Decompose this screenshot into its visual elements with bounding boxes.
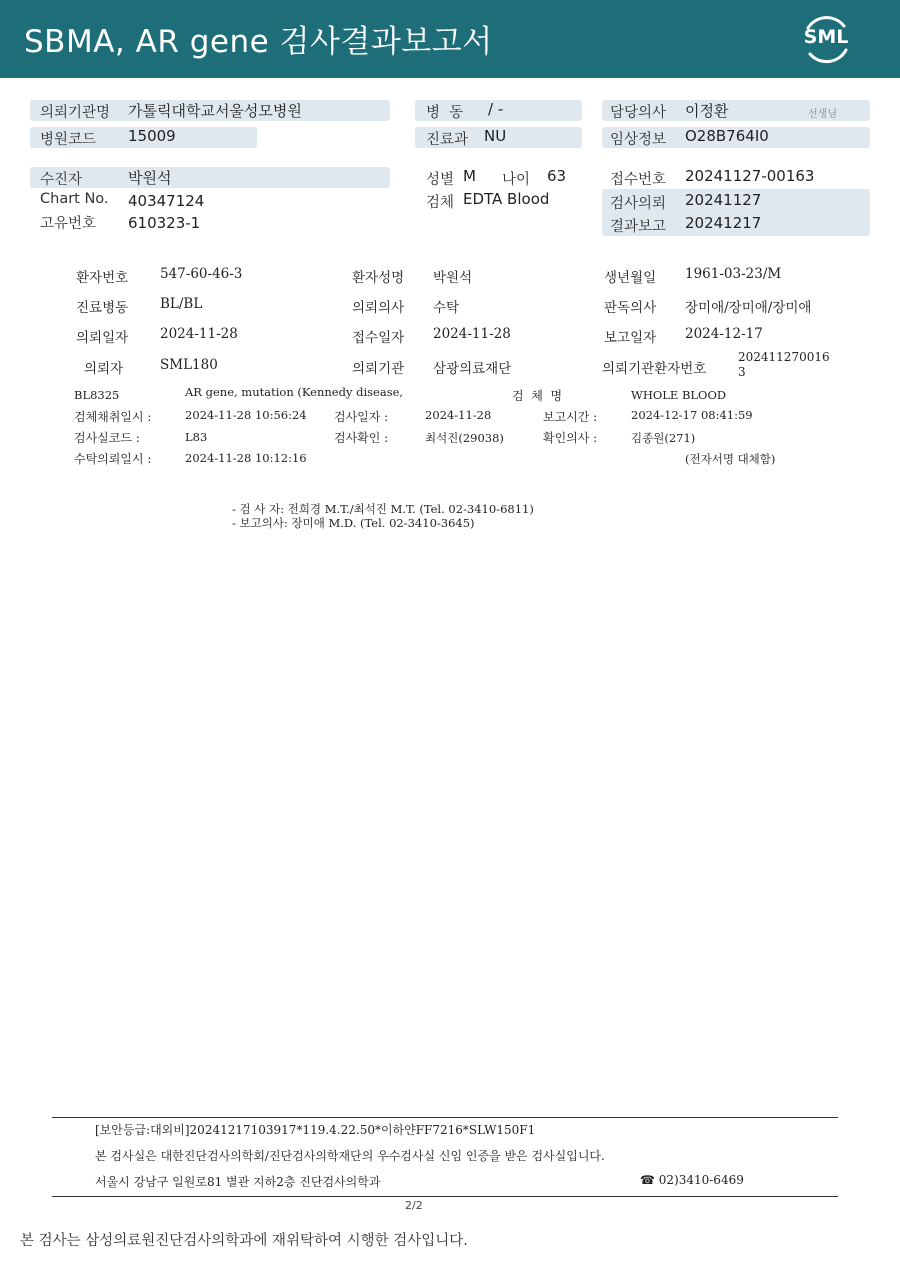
- req-date-label: 의뢰일자: [76, 330, 129, 346]
- page-number: 2/2: [405, 1199, 423, 1212]
- req-institution-value: 삼광의료재단: [433, 361, 512, 377]
- result-report-value: 20241217: [685, 214, 762, 232]
- logo-text: SML: [803, 26, 849, 48]
- test-confirm-label: 검사확인 :: [334, 431, 389, 445]
- chart-value: 40347124: [128, 192, 205, 210]
- patient-name-label: 환자성명: [352, 270, 405, 286]
- reading-doctor-label: 판독의사: [604, 300, 657, 316]
- department-value: NU: [484, 127, 507, 145]
- footer-top-rule: [52, 1117, 838, 1118]
- hospital-code-value: 15009: [128, 127, 176, 145]
- bottom-note: 본 검사는 삼성의료원진단검사의학과에 재위탁하여 시행한 검사입니다.: [20, 1233, 468, 1249]
- patient-value: 박원석: [128, 169, 172, 187]
- report-time-label: 보고시간 :: [543, 410, 598, 424]
- confirm-doctor-label: 확인의사 :: [543, 431, 598, 445]
- req-inst-patient-no-line1: 202411270016: [738, 350, 830, 364]
- receipt-date-label: 접수일자: [352, 330, 405, 346]
- specimen-label: 검체: [426, 195, 455, 211]
- patient-label: 수진자: [40, 172, 83, 188]
- test-date-value: 2024-11-28: [425, 408, 492, 422]
- req-date-value: 2024-11-28: [160, 326, 238, 342]
- chart-label: Chart No.: [40, 191, 109, 207]
- institution-value: 가톨릭대학교서울성모병원: [128, 102, 302, 120]
- report-header: [0, 0, 900, 78]
- result-report-label: 결과보고: [610, 219, 667, 235]
- test-request-value: 20241127: [685, 191, 762, 209]
- department-label: 진료과: [426, 132, 469, 148]
- report-time-value: 2024-12-17 08:41:59: [631, 408, 753, 422]
- address-line: 서울시 강남구 일원로81 별관 지하2층 진단검사의학과: [95, 1175, 381, 1189]
- clinical-value: O28B764I0: [685, 127, 769, 145]
- req-institution-label: 의뢰기관: [352, 361, 405, 377]
- lab-code-value: L83: [185, 430, 208, 444]
- requester-label: 의뢰자: [84, 361, 124, 377]
- unique-no-label: 고유번호: [40, 216, 97, 232]
- e-signature-note: (전자서명 대체함): [685, 452, 776, 466]
- req-doctor-value: 수탁: [433, 300, 460, 316]
- specimen-name-value: WHOLE BLOOD: [631, 388, 727, 402]
- consign-time-value: 2024-11-28 10:12:16: [185, 451, 307, 465]
- detail-ward-value: BL/BL: [160, 296, 203, 312]
- test-confirm-value: 최석진(29038): [425, 431, 504, 445]
- tester-line: - 검 사 자: 전희경 M.T./최석진 M.T. (Tel. 02-3410-6811): [232, 502, 534, 516]
- specimen-value: EDTA Blood: [463, 190, 550, 208]
- report-title: SBMA, AR gene 검사결과보고서: [24, 24, 493, 60]
- doctor-suffix: 선생님: [808, 109, 837, 120]
- ward-value: / -: [488, 100, 504, 118]
- phone-line: ☎ 02)3410-6469: [640, 1173, 744, 1187]
- ward-label: 병 동: [426, 105, 464, 121]
- receipt-no-label: 접수번호: [610, 172, 667, 188]
- patient-row-bg: [30, 167, 390, 188]
- lab-code-label: 검사실코드 :: [74, 431, 140, 445]
- receipt-date-value: 2024-11-28: [433, 326, 511, 342]
- test-date-label: 검사일자 :: [334, 410, 389, 424]
- age-value: 63: [547, 167, 567, 185]
- collect-time-value: 2024-11-28 10:56:24: [185, 408, 307, 422]
- reporter-line: - 보고의사: 장미애 M.D. (Tel. 02-3410-3645): [232, 516, 475, 530]
- requester-value: SML180: [160, 357, 218, 373]
- footer-bottom-rule: [52, 1196, 838, 1197]
- collect-time-label: 검체채취일시 :: [74, 410, 152, 424]
- birth-value: 1961-03-23/M: [685, 266, 782, 282]
- doctor-label: 담당의사: [610, 105, 667, 121]
- report-date-label: 보고일자: [604, 330, 657, 346]
- test-name: AR gene, mutation (Kennedy disease,: [185, 385, 404, 399]
- patient-no-label: 환자번호: [76, 270, 129, 286]
- unique-no-value: 610323-1: [128, 214, 201, 232]
- patient-name-value: 박원석: [433, 270, 473, 286]
- req-doctor-label: 의뢰의사: [352, 300, 405, 316]
- reading-doctor-value: 장미애/장미애/장미애: [685, 300, 812, 316]
- institution-label: 의뢰기관명: [40, 105, 111, 121]
- certification-line: 본 검사실은 대한진단검사의학회/진단검사의학재단의 우수검사실 신임 인증을 받은 검사실입니다.: [95, 1149, 605, 1163]
- birth-label: 생년월일: [604, 270, 657, 286]
- test-request-label: 검사의뢰: [610, 196, 667, 212]
- consign-time-label: 수탁의뢰일시 :: [74, 452, 152, 466]
- sex-value: M: [463, 167, 476, 185]
- report-date-value: 2024-12-17: [685, 326, 763, 342]
- security-line: [보안등급:대외비]20241217103917*119.4.22.50*이하얀FF7216*SLW150F1: [95, 1123, 536, 1137]
- test-code: BL8325: [74, 388, 120, 402]
- age-label: 나이: [502, 172, 531, 188]
- receipt-no-value: 20241127-00163: [685, 167, 815, 185]
- sml-logo: [798, 12, 854, 66]
- detail-ward-label: 진료병동: [76, 300, 129, 316]
- hospital-code-label: 병원코드: [40, 132, 97, 148]
- confirm-doctor-value: 김종원(271): [631, 431, 696, 445]
- doctor-value: 이정환: [685, 102, 729, 120]
- sex-label: 성별: [426, 172, 455, 188]
- specimen-name-label: 검 체 명: [512, 389, 563, 403]
- req-inst-patient-no-label: 의뢰기관환자번호: [602, 361, 707, 377]
- req-inst-patient-no-line2: 3: [738, 365, 746, 379]
- patient-no-value: 547-60-46-3: [160, 266, 243, 282]
- clinical-label: 임상정보: [610, 132, 667, 148]
